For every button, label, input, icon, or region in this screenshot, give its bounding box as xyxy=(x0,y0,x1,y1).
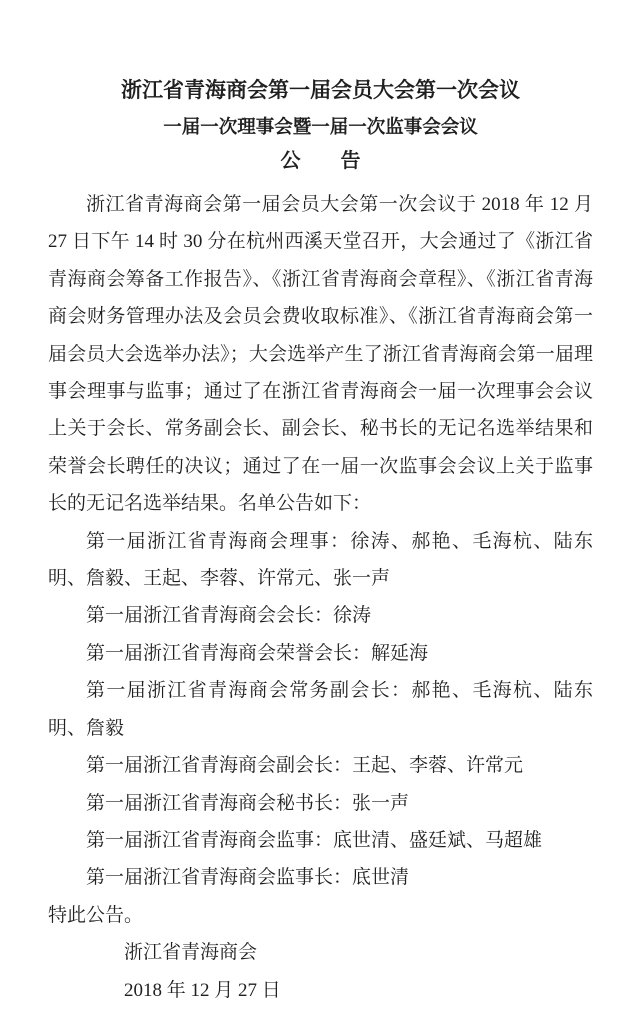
appointment-line-chief-supervisor: 第一届浙江省青海商会监事长：底世清 xyxy=(86,867,410,889)
closing-line: 特此公告。 xyxy=(48,904,144,926)
page-subtitle: 一届一次理事会暨一届一次监事会会议 xyxy=(163,118,478,138)
signature-date: 2018 年 12 月 27 日 xyxy=(124,979,281,1001)
appointment-line-directors: 第一届浙江省青海商会理事：徐涛、郝艳、毛海杭、陆东明、詹毅、王起、李蓉、许常元、张一声 xyxy=(48,530,593,590)
appointment-line-supervisors: 第一届浙江省青海商会监事：底世清、盛廷斌、马超雄 xyxy=(86,829,543,851)
signature-organization: 浙江省青海商会 xyxy=(124,942,258,964)
appointment-line-president: 第一届浙江省青海商会会长：徐涛 xyxy=(86,605,372,627)
date-line xyxy=(48,972,593,1009)
appointment-line-vice-presidents: 第一届浙江省青海商会副会长：王起、李蓉、许常元 xyxy=(86,755,524,777)
body-paragraph: 浙江省青海商会第一届会员大会第一次会议于 2018 年 12 月 27 日下午 14 时 30 分在杭州西溪天堂召开，大会通过了《浙江省青海商会筹备工作报告》、《浙江省青海商会章程》、《浙江省青海商会财务管理办法及会员会费收取标准》、《浙江省青海商会第一届会员大会选举办法》；大会选举产生了浙江省青海商会第一届理事会理事与监事；通过了在浙江省青海商会一届一次理事会会议上关于会长、常务副会长、副会长、秘书长的无记名选举结果和荣誉会长聘任的决议；通过了在一届一次监事会会议上关于监事长的无记名选举结果。名单公告如下： xyxy=(48,194,593,515)
appointment-line-secretary-general: 第一届浙江省青海商会秘书长：张一声 xyxy=(86,792,410,814)
page-title: 浙江省青海商会第一届会员大会第一次会议 xyxy=(121,78,520,102)
signature-line xyxy=(48,934,593,971)
document-body xyxy=(48,186,593,1009)
notice-heading: 公告 xyxy=(280,150,401,172)
appointment-line-executive-vice-presidents: 第一届浙江省青海商会常务副会长：郝艳、毛海杭、陆东明、詹毅 xyxy=(48,680,593,739)
appointment-line-honorary-president: 第一届浙江省青海商会荣誉会长：解延海 xyxy=(86,642,429,664)
